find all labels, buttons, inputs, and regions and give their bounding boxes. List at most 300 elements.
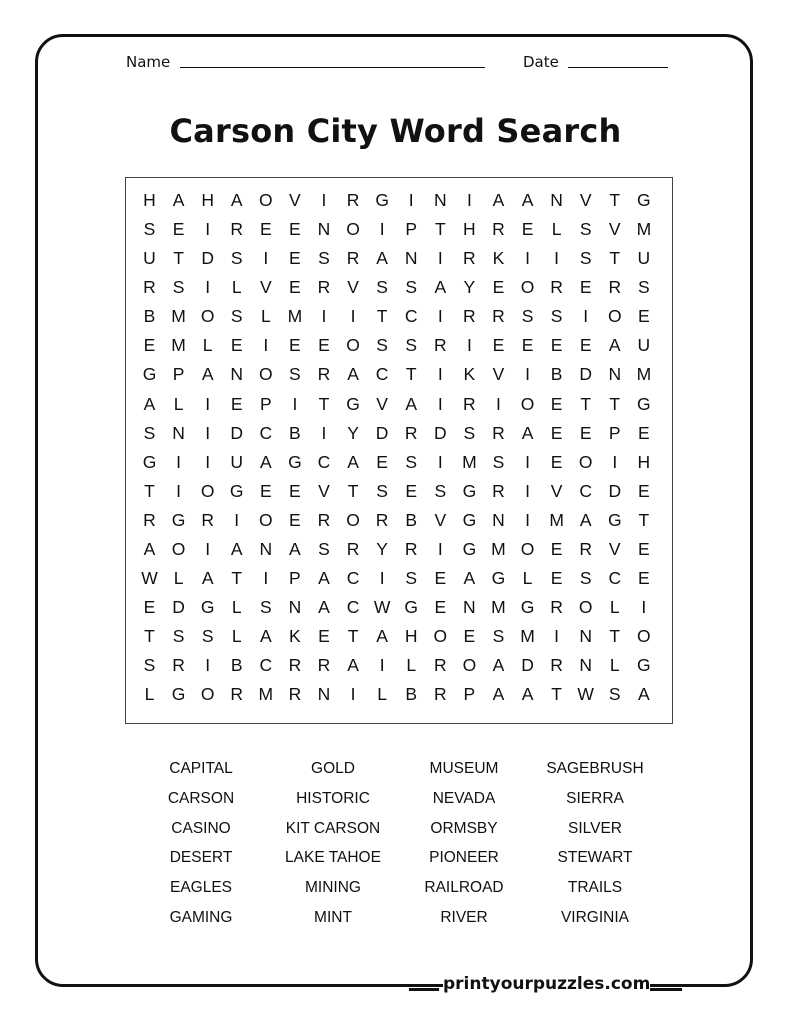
grid-letter: M	[491, 597, 506, 618]
grid-letter: D	[521, 655, 534, 676]
grid-letter: R	[550, 277, 563, 298]
grid-letter: I	[437, 248, 443, 269]
grid-letter: E	[463, 626, 476, 647]
grid-letter: I	[437, 306, 443, 327]
grid-letter: E	[492, 277, 505, 298]
grid-letter: R	[317, 509, 331, 530]
grid-letter: E	[434, 597, 447, 618]
word-list-item: SIERRA	[566, 789, 624, 807]
grid-letter: C	[608, 568, 622, 589]
grid-letter: A	[259, 451, 272, 472]
grid-letter: A	[376, 248, 388, 269]
grid-letter: A	[289, 538, 301, 559]
grid-letter: E	[579, 335, 592, 356]
grid-letter: A	[347, 364, 359, 385]
grid-letter: A	[492, 190, 505, 210]
grid-letter: O	[462, 655, 477, 676]
grid-letter: S	[376, 480, 388, 501]
grid-letter: S	[318, 538, 330, 559]
grid-letter: H	[637, 451, 651, 472]
grid-letter: L	[260, 306, 271, 327]
grid-letter: E	[492, 335, 505, 356]
grid-letter: M	[171, 306, 186, 327]
grid-letter: A	[259, 626, 272, 647]
grid-letter: O	[433, 626, 448, 647]
grid-letter: G	[142, 451, 157, 472]
grid-letter: N	[492, 509, 505, 530]
grid-letter: S	[463, 422, 476, 443]
grid-letter: R	[143, 277, 156, 298]
grid-letter: O	[637, 626, 651, 647]
grid-letter: I	[466, 335, 472, 356]
grid-letter: L	[173, 393, 184, 414]
grid-letter: R	[550, 655, 563, 676]
grid-letter: I	[205, 422, 211, 443]
grid-letter: H	[143, 190, 156, 210]
grid-letter: R	[201, 509, 214, 530]
word-list-item: TRAILS	[567, 879, 623, 897]
word-list-item: RIVER	[440, 909, 488, 926]
grid-letter: N	[259, 538, 273, 559]
grid-letter: G	[520, 597, 535, 618]
grid-letter: I	[525, 509, 530, 530]
grid-letter: B	[289, 422, 301, 443]
grid-letter: E	[289, 335, 301, 356]
grid-letter: S	[230, 248, 243, 269]
grid-letter: C	[579, 480, 592, 501]
footer-rule-left	[409, 988, 439, 991]
grid-letter: S	[376, 335, 388, 356]
grid-letter: G	[171, 684, 186, 705]
grid-letter: H	[404, 626, 418, 647]
grid-letter: R	[288, 655, 302, 676]
grid-letter: M	[171, 335, 186, 356]
grid-letter: R	[608, 277, 622, 298]
grid-letter: B	[143, 306, 156, 327]
grid-letter: M	[520, 626, 535, 647]
grid-letter: S	[289, 364, 301, 385]
grid-letter: V	[259, 277, 272, 298]
grid-letter: Y	[376, 538, 388, 559]
grid-letter: M	[636, 219, 652, 240]
grid-letter: D	[579, 364, 592, 385]
grid-letter: T	[609, 190, 621, 210]
word-list-item: HISTORIC	[296, 789, 370, 807]
date-label: Date	[523, 53, 559, 71]
grid-letter: E	[143, 335, 156, 356]
grid-letter: O	[346, 509, 360, 530]
grid-letter: E	[579, 277, 592, 298]
grid-letter: L	[202, 335, 213, 356]
grid-letter: L	[406, 655, 417, 676]
grid-letter: S	[579, 219, 592, 240]
grid-letter: I	[205, 538, 211, 559]
grid-letter: C	[317, 451, 331, 472]
grid-letter: E	[638, 568, 650, 589]
grid-letter: E	[259, 480, 272, 501]
grid-letter: R	[230, 684, 244, 705]
grid-letter: E	[289, 248, 301, 269]
grid-letter: A	[492, 684, 505, 705]
grid-letter: I	[437, 538, 443, 559]
grid-letter: I	[525, 364, 530, 385]
grid-letter: E	[550, 393, 563, 414]
grid-letter: I	[263, 335, 269, 356]
grid-letter: D	[608, 480, 622, 501]
grid-letter: I	[205, 219, 211, 240]
grid-letter: G	[462, 509, 477, 530]
grid-letter: M	[287, 306, 303, 327]
grid-letter: G	[375, 190, 389, 210]
grid-letter: I	[379, 219, 385, 240]
grid-letter: I	[205, 277, 211, 298]
grid-letter: W	[577, 684, 594, 705]
grid-letter: I	[205, 393, 211, 414]
grid-letter: N	[288, 597, 302, 618]
grid-letter: I	[379, 655, 385, 676]
grid-letter: M	[258, 684, 274, 705]
grid-letter: S	[492, 451, 505, 472]
grid-letter: C	[346, 568, 360, 589]
grid-letter: S	[405, 335, 418, 356]
grid-letter: L	[551, 219, 562, 240]
grid-letter: G	[200, 597, 215, 618]
grid-letter: I	[612, 451, 618, 472]
grid-letter: R	[346, 190, 360, 210]
grid-letter: T	[144, 480, 155, 501]
grid-letter: R	[143, 509, 156, 530]
grid-letter: A	[201, 568, 214, 589]
grid-letter: A	[143, 538, 156, 559]
grid-letter: R	[492, 422, 505, 443]
grid-letter: A	[201, 364, 214, 385]
grid-letter: E	[579, 422, 592, 443]
grid-letter: A	[463, 568, 476, 589]
grid-letter: S	[550, 306, 563, 327]
grid-letter: E	[289, 277, 301, 298]
word-list-item: PIONEER	[429, 849, 499, 867]
grid-letter: G	[288, 451, 302, 472]
grid-letter: S	[579, 248, 592, 269]
grid-letter: R	[404, 422, 418, 443]
grid-letter: E	[638, 538, 650, 559]
grid-letter: N	[317, 684, 331, 705]
grid-letter: L	[522, 568, 533, 589]
grid-letter: I	[350, 684, 356, 705]
grid-letter: S	[434, 480, 447, 501]
grid-letter: T	[609, 393, 621, 414]
grid-letter: I	[176, 451, 182, 472]
grid-letter: I	[234, 509, 240, 530]
grid-letter: I	[525, 451, 530, 472]
grid-letter: N	[230, 364, 244, 385]
grid-letter: H	[463, 219, 476, 240]
grid-letter: E	[289, 480, 301, 501]
grid-letter: I	[583, 306, 589, 327]
grid-letter: G	[404, 597, 419, 618]
grid-letter: I	[437, 364, 443, 385]
grid-letter: L	[231, 277, 242, 298]
grid-letter: L	[377, 684, 387, 705]
grid-letter: N	[463, 597, 476, 618]
grid-letter: I	[321, 422, 327, 443]
grid-letter: E	[550, 568, 563, 589]
grid-letter: U	[637, 248, 651, 269]
grid-letter: B	[405, 509, 418, 530]
grid-letter: A	[492, 655, 505, 676]
grid-letter: V	[347, 277, 359, 298]
grid-letter: M	[462, 451, 477, 472]
grid-letter: E	[289, 219, 301, 240]
grid-letter: G	[462, 480, 477, 501]
grid-letter: I	[437, 393, 443, 414]
word-list-item: LAKE TAHOE	[285, 849, 381, 867]
grid-letter: R	[404, 538, 418, 559]
grid-letter: N	[317, 219, 331, 240]
grid-letter: T	[318, 393, 330, 414]
grid-letter: S	[318, 248, 330, 269]
grid-letter: K	[492, 248, 505, 269]
grid-letter: O	[259, 190, 273, 210]
grid-letter: S	[492, 626, 505, 647]
word-list-item: GOLD	[311, 760, 355, 777]
grid-letter: I	[408, 190, 414, 210]
grid-letter: R	[433, 655, 447, 676]
grid-letter: L	[144, 684, 155, 705]
grid-letter: O	[171, 538, 186, 559]
grid-letter: K	[463, 364, 476, 385]
grid-letter: S	[201, 626, 214, 647]
grid-letter: S	[405, 568, 418, 589]
grid-letter: O	[520, 393, 535, 414]
word-list-item: NEVADA	[432, 789, 496, 807]
grid-letter: G	[607, 509, 622, 530]
grid-letter: R	[375, 509, 389, 530]
grid-letter: G	[637, 190, 651, 210]
grid-letter: L	[173, 568, 184, 589]
word-list-item: RAILROAD	[424, 879, 504, 897]
grid-letter: S	[579, 568, 592, 589]
grid-letter: P	[405, 219, 418, 240]
grid-letter: I	[176, 480, 182, 501]
grid-letter: W	[373, 597, 391, 618]
letter-grid	[125, 177, 673, 724]
grid-letter: E	[289, 509, 301, 530]
grid-letter: U	[143, 248, 156, 269]
grid-letter: G	[491, 568, 506, 589]
grid-letter: S	[143, 422, 156, 443]
grid-letter: E	[638, 422, 650, 443]
name-field-line[interactable]	[180, 67, 485, 68]
word-list-item: KIT CARSON	[285, 819, 381, 837]
grid-letter: G	[229, 480, 244, 501]
grid-letter: A	[579, 509, 592, 530]
grid-letter: S	[172, 277, 185, 298]
grid-letter: S	[259, 597, 272, 618]
grid-letter: E	[550, 451, 563, 472]
grid-letter: S	[521, 306, 534, 327]
grid-letter: A	[318, 568, 330, 589]
grid-letter: M	[636, 364, 652, 385]
grid-letter: T	[376, 306, 388, 327]
grid-letter: V	[550, 480, 563, 501]
grid-letter: I	[641, 597, 647, 618]
grid-letter: A	[230, 190, 243, 210]
grid-letter: S	[405, 451, 418, 472]
grid-letter: E	[318, 626, 330, 647]
grid-letter: E	[521, 219, 534, 240]
grid-letter: R	[433, 684, 447, 705]
grid-letter: C	[259, 422, 273, 443]
grid-letter: T	[434, 219, 446, 240]
grid-letter: R	[230, 219, 244, 240]
word-list-item: CAPITAL	[169, 760, 233, 777]
grid-letter: A	[638, 684, 650, 705]
grid-letter: P	[259, 393, 272, 414]
grid-letter: A	[434, 277, 447, 298]
grid-letter: U	[637, 335, 651, 356]
grid-letter: E	[550, 335, 563, 356]
grid-letter: B	[405, 684, 418, 705]
grid-letter: E	[638, 480, 650, 501]
word-list-item: ORMSBY	[430, 819, 498, 837]
grid-letter: E	[434, 568, 447, 589]
word-list-item: VIRGINIA	[560, 909, 630, 926]
grid-letter: O	[346, 219, 360, 240]
grid-letter: Y	[463, 277, 476, 298]
grid-letter: R	[346, 538, 360, 559]
grid-letter: A	[347, 655, 359, 676]
grid-letter: D	[375, 422, 389, 443]
grid-letter: N	[579, 655, 592, 676]
grid-letter: S	[172, 626, 185, 647]
grid-letter: M	[549, 509, 564, 530]
word-list-item: EAGLES	[169, 879, 233, 897]
grid-letter: T	[347, 480, 359, 501]
grid-letter: Y	[347, 422, 359, 443]
grid-letter: H	[201, 190, 214, 210]
grid-letter: A	[608, 335, 621, 356]
grid-letter: A	[347, 451, 359, 472]
grid-letter: P	[463, 684, 476, 705]
grid-letter: O	[200, 306, 215, 327]
grid-letter: N	[608, 364, 622, 385]
grid-letter: R	[463, 306, 476, 327]
grid-letter: W	[141, 568, 158, 589]
grid-letter: A	[172, 190, 185, 210]
grid-letter: N	[172, 422, 185, 443]
grid-letter: I	[437, 451, 443, 472]
grid-letter: K	[289, 626, 301, 647]
grid-letter: O	[259, 364, 273, 385]
grid-letter: A	[318, 597, 330, 618]
grid-letter: T	[173, 248, 184, 269]
grid-letter: A	[521, 422, 534, 443]
grid-letter: T	[609, 248, 621, 269]
grid-letter: O	[346, 335, 360, 356]
grid-letter: R	[550, 597, 563, 618]
grid-letter: I	[525, 480, 530, 501]
grid-letter: V	[492, 364, 505, 385]
word-list-item: SILVER	[568, 819, 622, 837]
grid-letter: T	[144, 626, 155, 647]
word-list-item: MINT	[314, 909, 352, 926]
grid-letter: I	[321, 306, 327, 327]
grid-letter: T	[405, 364, 417, 385]
grid-letter: O	[578, 597, 593, 618]
grid-letter: L	[609, 597, 620, 618]
word-list-item: CASINO	[171, 819, 231, 837]
grid-letter: O	[200, 684, 215, 705]
grid-letter: A	[405, 393, 418, 414]
grid-letter: R	[317, 277, 331, 298]
grid-letter: D	[201, 248, 214, 269]
grid-letter: R	[492, 480, 505, 501]
grid-letter: R	[463, 393, 476, 414]
grid-letter: A	[521, 190, 534, 210]
grid-letter: S	[376, 277, 388, 298]
grid-letter: I	[350, 306, 356, 327]
grid-letter: V	[434, 509, 447, 530]
grid-letter: V	[608, 538, 621, 559]
grid-letter: A	[521, 684, 534, 705]
grid-letter: G	[637, 393, 651, 414]
grid-letter: T	[551, 684, 562, 705]
grid-letter: E	[172, 219, 185, 240]
grid-letter: R	[492, 306, 505, 327]
grid-letter: I	[466, 190, 472, 210]
grid-letter: R	[288, 684, 302, 705]
grid-letter: E	[376, 451, 388, 472]
grid-letter: E	[230, 335, 243, 356]
site-credit: printyourpuzzles.com	[443, 974, 651, 994]
grid-letter: T	[347, 626, 359, 647]
page-title: Carson City Word Search	[169, 112, 622, 150]
grid-letter: O	[607, 306, 622, 327]
grid-letter: C	[346, 597, 360, 618]
word-list-item: MINING	[305, 879, 361, 897]
grid-letter: N	[404, 248, 418, 269]
grid-letter: O	[578, 451, 593, 472]
grid-letter: N	[550, 190, 563, 210]
grid-letter: G	[171, 509, 186, 530]
grid-letter: V	[608, 219, 621, 240]
grid-letter: E	[405, 480, 418, 501]
grid-letter: N	[433, 190, 447, 210]
grid-letter: S	[608, 684, 621, 705]
grid-letter: V	[318, 480, 330, 501]
grid-letter: E	[230, 393, 243, 414]
grid-letter: R	[433, 335, 447, 356]
grid-letter: E	[638, 306, 650, 327]
grid-letter: R	[492, 219, 505, 240]
grid-letter: I	[263, 568, 269, 589]
grid-letter: I	[263, 248, 269, 269]
grid-letter: T	[231, 568, 243, 589]
grid-letter: S	[230, 306, 243, 327]
grid-letter: I	[292, 393, 298, 414]
grid-letter: O	[520, 538, 535, 559]
grid-letter: R	[463, 248, 476, 269]
grid-letter: C	[375, 364, 389, 385]
grid-letter: O	[259, 509, 273, 530]
grid-letter: D	[433, 422, 447, 443]
grid-letter: R	[317, 655, 331, 676]
grid-letter: B	[550, 364, 563, 385]
date-field-line[interactable]	[568, 67, 668, 68]
grid-letter: R	[346, 248, 360, 269]
grid-letter: G	[462, 538, 477, 559]
